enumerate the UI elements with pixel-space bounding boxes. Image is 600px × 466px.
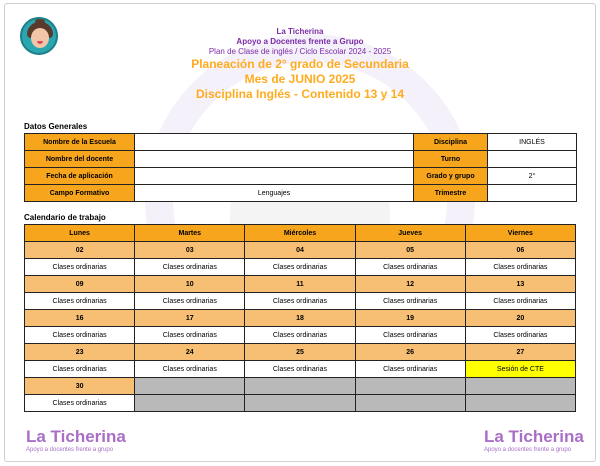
activity-cell: Clases ordinarias bbox=[25, 395, 135, 412]
date-cell: 05 bbox=[355, 242, 465, 259]
activity-cell: Clases ordinarias bbox=[135, 293, 245, 310]
field-label: Disciplina bbox=[414, 134, 488, 151]
date-cell: 11 bbox=[245, 276, 355, 293]
footer-logo-left bbox=[26, 428, 126, 454]
date-cell: 02 bbox=[25, 242, 135, 259]
document-header bbox=[0, 27, 600, 102]
day-header-jueves: Jueves bbox=[355, 225, 465, 242]
field-label: Trimestre bbox=[414, 185, 488, 202]
empty-cell bbox=[135, 395, 245, 412]
formative-field-value[interactable]: Lenguajes bbox=[135, 185, 414, 202]
calendar-table bbox=[24, 224, 576, 412]
activity-row bbox=[25, 327, 576, 344]
date-cell: 09 bbox=[25, 276, 135, 293]
footer-brand: La Ticherina bbox=[484, 427, 584, 446]
activity-cell: Clases ordinarias bbox=[465, 293, 575, 310]
day-header-martes: Martes bbox=[135, 225, 245, 242]
footer-tagline: Apoyo a docentes frente a grupo bbox=[484, 447, 572, 453]
activity-cell: Clases ordinarias bbox=[25, 259, 135, 276]
activity-cell: Clases ordinarias bbox=[355, 361, 465, 378]
date-cell: 26 bbox=[355, 344, 465, 361]
date-cell: 04 bbox=[245, 242, 355, 259]
activity-cell: Clases ordinarias bbox=[465, 259, 575, 276]
activity-row bbox=[25, 395, 576, 412]
date-cell: 10 bbox=[135, 276, 245, 293]
date-cell: 23 bbox=[25, 344, 135, 361]
date-cell: 16 bbox=[25, 310, 135, 327]
field-label: Nombre de la Escuela bbox=[25, 134, 135, 151]
field-label: Campo Formativo bbox=[25, 185, 135, 202]
header-disciplina: Disciplina Inglés - Contenido 13 y 14 bbox=[195, 87, 405, 101]
date-cell: 06 bbox=[465, 242, 575, 259]
activity-cell: Clases ordinarias bbox=[245, 361, 355, 378]
day-header-lunes: Lunes bbox=[25, 225, 135, 242]
header-mes: Mes de JUNIO 2025 bbox=[244, 72, 356, 86]
activity-cell: Clases ordinarias bbox=[25, 293, 135, 310]
header-brand: La Ticherina bbox=[276, 27, 324, 36]
grade-group-value[interactable]: 2° bbox=[488, 168, 577, 185]
school-name-value[interactable] bbox=[135, 134, 414, 151]
date-cell: 17 bbox=[135, 310, 245, 327]
activity-cell: Clases ordinarias bbox=[245, 293, 355, 310]
activity-cell: Clases ordinarias bbox=[465, 327, 575, 344]
table-row bbox=[25, 134, 577, 151]
date-cell: 30 bbox=[25, 378, 135, 395]
date-cell: 12 bbox=[355, 276, 465, 293]
shift-value[interactable] bbox=[488, 151, 577, 168]
trimester-value[interactable] bbox=[488, 185, 577, 202]
header-subtitle: Apoyo a Docentes frente a Grupo bbox=[236, 37, 364, 46]
date-row bbox=[25, 242, 576, 259]
activity-row bbox=[25, 293, 576, 310]
field-label: Turno bbox=[414, 151, 488, 168]
day-header-viernes: Viernes bbox=[465, 225, 575, 242]
date-cell: 13 bbox=[465, 276, 575, 293]
discipline-value[interactable]: INGLÉS bbox=[488, 134, 577, 151]
empty-cell bbox=[355, 378, 465, 395]
date-row bbox=[25, 344, 576, 361]
date-row bbox=[25, 378, 576, 395]
application-date-value[interactable] bbox=[135, 168, 414, 185]
empty-cell bbox=[465, 395, 575, 412]
activity-cell: Clases ordinarias bbox=[245, 327, 355, 344]
field-label: Fecha de aplicación bbox=[25, 168, 135, 185]
field-label: Nombre del docente bbox=[25, 151, 135, 168]
date-cell: 19 bbox=[355, 310, 465, 327]
activity-cell: Clases ordinarias bbox=[25, 361, 135, 378]
date-cell: 18 bbox=[245, 310, 355, 327]
empty-cell bbox=[245, 395, 355, 412]
activity-cell: Clases ordinarias bbox=[355, 259, 465, 276]
activity-cell: Clases ordinarias bbox=[245, 259, 355, 276]
datos-generales-title: Datos Generales bbox=[24, 122, 88, 131]
empty-cell bbox=[355, 395, 465, 412]
table-row bbox=[25, 185, 577, 202]
activity-row bbox=[25, 361, 576, 378]
teacher-name-value[interactable] bbox=[135, 151, 414, 168]
date-row bbox=[25, 276, 576, 293]
activity-cell: Clases ordinarias bbox=[135, 327, 245, 344]
date-cell: 27 bbox=[465, 344, 575, 361]
empty-cell bbox=[245, 378, 355, 395]
activity-cell: Clases ordinarias bbox=[135, 259, 245, 276]
calendar-header-row bbox=[25, 225, 576, 242]
calendario-title: Calendario de trabajo bbox=[24, 213, 106, 222]
footer-brand: La Ticherina bbox=[26, 427, 126, 446]
cte-session-cell: Sesión de CTE bbox=[465, 361, 575, 378]
activity-cell: Clases ordinarias bbox=[135, 361, 245, 378]
activity-cell: Clases ordinarias bbox=[355, 327, 465, 344]
empty-cell bbox=[465, 378, 575, 395]
date-cell: 20 bbox=[465, 310, 575, 327]
table-row bbox=[25, 168, 577, 185]
empty-cell bbox=[135, 378, 245, 395]
table-row bbox=[25, 151, 577, 168]
day-header-miercoles: Miércoles bbox=[245, 225, 355, 242]
header-plan: Plan de Clase de inglés / Ciclo Escolar 2024 - 2025 bbox=[208, 47, 392, 56]
date-cell: 03 bbox=[135, 242, 245, 259]
activity-cell: Clases ordinarias bbox=[25, 327, 135, 344]
activity-cell: Clases ordinarias bbox=[355, 293, 465, 310]
datos-generales-table bbox=[24, 133, 577, 202]
date-cell: 24 bbox=[135, 344, 245, 361]
date-cell: 25 bbox=[245, 344, 355, 361]
footer-logo-right bbox=[484, 428, 584, 454]
field-label: Grado y grupo bbox=[414, 168, 488, 185]
header-planeacion: Planeación de 2° grado de Secundaria bbox=[191, 57, 409, 71]
footer-tagline: Apoyo a docentes frente a grupo bbox=[26, 447, 114, 453]
date-row bbox=[25, 310, 576, 327]
activity-row bbox=[25, 259, 576, 276]
